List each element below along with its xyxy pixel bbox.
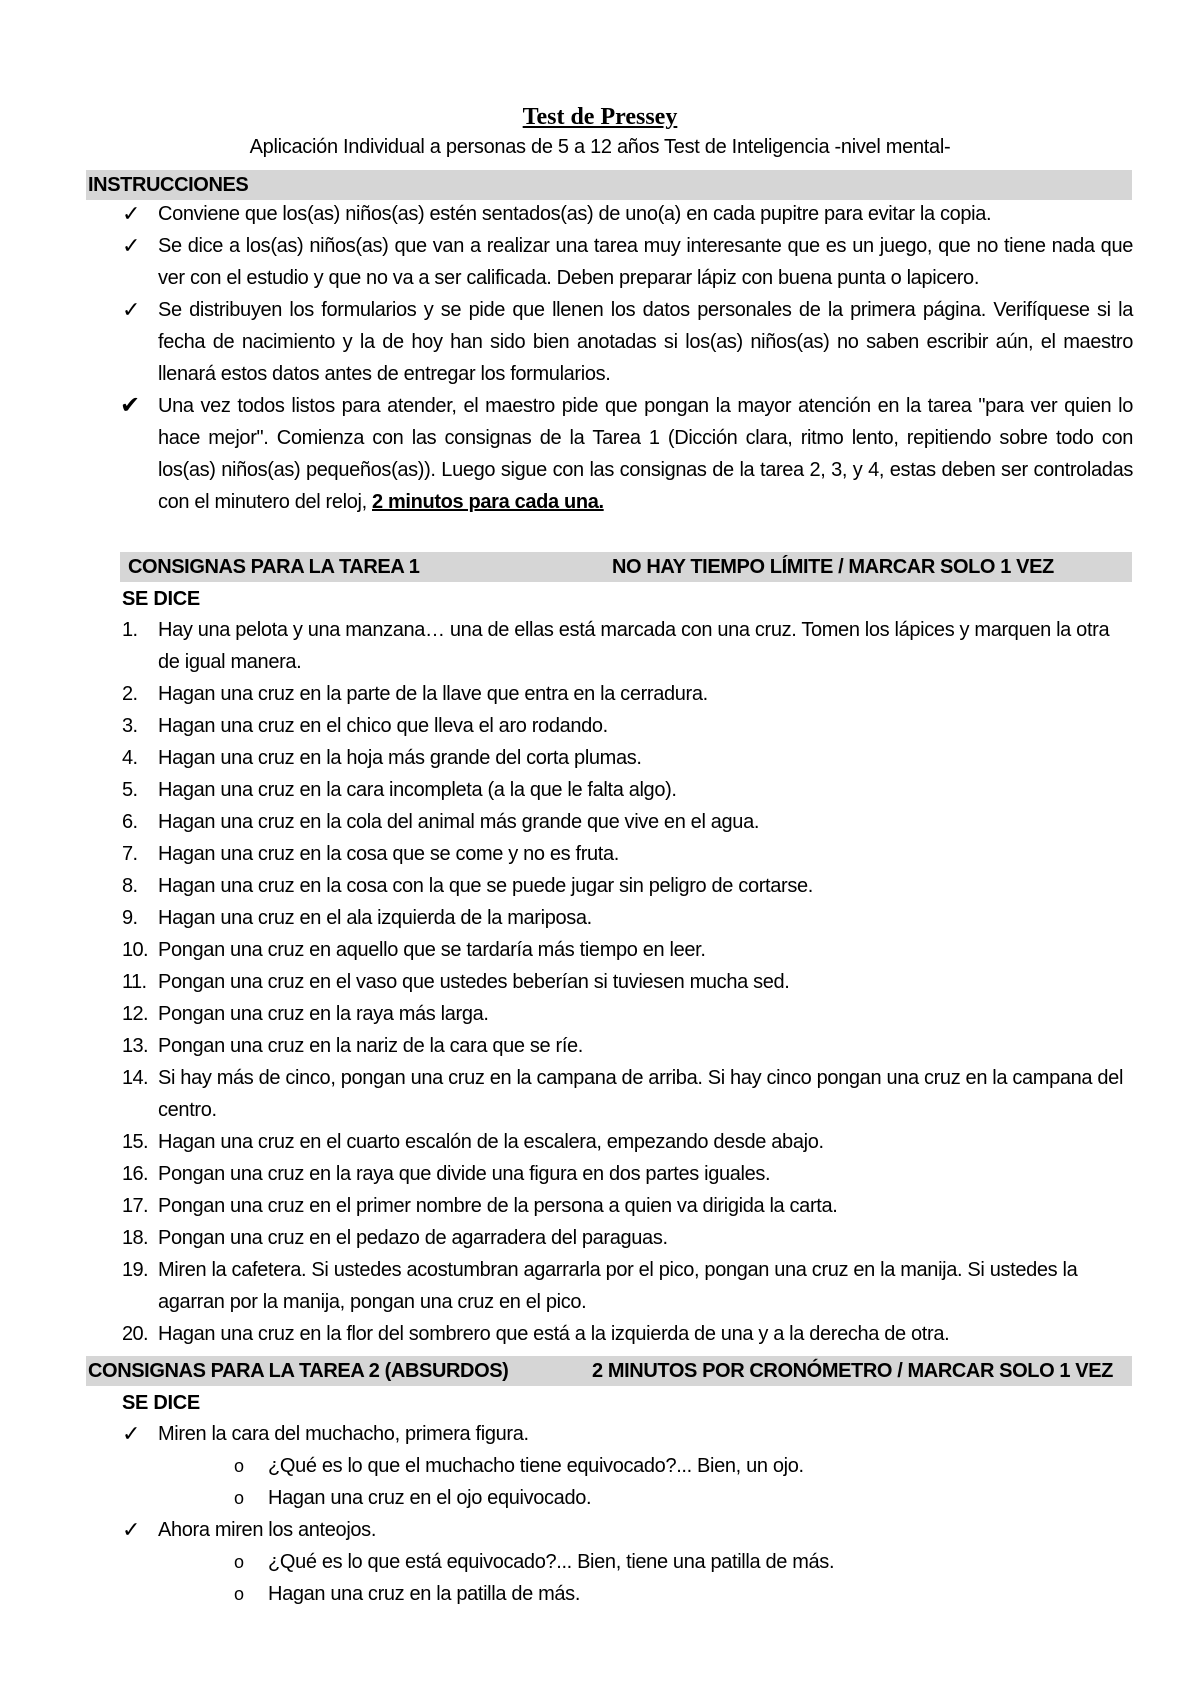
list-item: Hagan una cruz en la flor del sombrero que está a la izquierda de una y a la derecha de otra. xyxy=(158,1323,950,1345)
task1-se-dice: SE DICE xyxy=(122,588,200,610)
list-item: Si hay más de cinco, pongan una cruz en la campana de arriba. Si hay cinco pongan una cruz en la campana del centro. xyxy=(158,1067,1124,1121)
list-item-number: 8. xyxy=(122,875,138,897)
list-item-number: 4. xyxy=(122,747,138,769)
list-item: Pongan una cruz en la raya que divide una figura en dos partes iguales. xyxy=(158,1163,771,1185)
instruction-item-3: Se distribuyen los formularios y se pide que llenen los datos personales de la primera página. Verifíquese si la fecha de nacimiento y la de hoy han sido bien anotadas si los(as) niños(as) no saben escribir aún, el maestro llenará estos datos antes de entregar los formularios. xyxy=(158,299,1133,385)
instructions-heading: INSTRUCCIONES xyxy=(88,174,249,196)
checkmark-icon: ✓ xyxy=(122,201,141,226)
circle-bullet-icon: o xyxy=(234,1552,245,1572)
task2-se-dice: SE DICE xyxy=(122,1392,200,1414)
task1-heading-right: NO HAY TIEMPO LÍMITE / MARCAR SOLO 1 VEZ xyxy=(612,556,1054,578)
task1-heading-left: CONSIGNAS PARA LA TAREA 1 xyxy=(128,556,420,578)
list-item: Pongan una cruz en la raya más larga. xyxy=(158,1003,489,1025)
checkmark-icon: ✓ xyxy=(122,297,141,322)
list-item-number: 2. xyxy=(122,683,138,705)
task2-item-2-sub-1: ¿Qué es lo que está equivocado?... Bien, tiene una patilla de más. xyxy=(268,1551,835,1573)
checkmark-icon: ✓ xyxy=(122,1517,141,1542)
list-item-number: 11. xyxy=(122,971,147,993)
document-title: Test de Pressey xyxy=(522,104,678,130)
list-item-number: 12. xyxy=(122,1003,149,1025)
list-item: Hay una pelota y una manzana… una de ellas está marcada con una cruz. Tomen los lápices y marquen la otra de igual manera. xyxy=(158,619,1110,673)
list-item: Hagan una cruz en el cuarto escalón de la escalera, empezando desde abajo. xyxy=(158,1131,824,1153)
list-item: Hagan una cruz en la cosa que se come y no es fruta. xyxy=(158,843,619,865)
list-item-number: 9. xyxy=(122,907,138,929)
task2-heading-right: 2 MINUTOS POR CRONÓMETRO / MARCAR SOLO 1 VEZ xyxy=(592,1360,1113,1382)
list-item-number: 18. xyxy=(122,1227,149,1249)
list-item: Hagan una cruz en la cosa con la que se puede jugar sin peligro de cortarse. xyxy=(158,875,813,897)
list-item: Pongan una cruz en el pedazo de agarradera del paraguas. xyxy=(158,1227,668,1249)
circle-bullet-icon: o xyxy=(234,1456,245,1476)
instruction-item-4-text: Una vez todos listos para atender, el maestro pide que pongan la mayor atención en la tarea "para ver quien lo hace mejor". Comienza con las consignas de la Tarea 1 (Dicción clara, ritmo lento, repitiendo sobre todo con los(as) niños(as) pequeños(as)). Luego sigue con las consignas de la tarea 2, 3, y 4, estas deben ser controladas con el minutero del reloj, xyxy=(158,395,1133,513)
heavy-checkmark-icon: ✔ xyxy=(120,392,141,419)
instruction-item-2: Se dice a los(as) niños(as) que van a realizar una tarea muy interesante que es un juego, que no tiene nada que ver con el estudio y que no va a ser calificada. Deben preparar lápiz con buena punta o lapicero. xyxy=(158,235,1133,289)
list-item: Pongan una cruz en la nariz de la cara que se ríe. xyxy=(158,1035,584,1057)
list-item: Pongan una cruz en el vaso que ustedes beberían si tuviesen mucha sed. xyxy=(158,971,790,993)
list-item-number: 16. xyxy=(122,1163,149,1185)
circle-bullet-icon: o xyxy=(234,1584,245,1604)
list-item: Hagan una cruz en el chico que lleva el aro rodando. xyxy=(158,715,608,737)
list-item-number: 6. xyxy=(122,811,138,833)
list-item-number: 7. xyxy=(122,843,138,865)
list-item-number: 19. xyxy=(122,1259,149,1281)
list-item-number: 14. xyxy=(122,1067,149,1089)
list-item-number: 15. xyxy=(122,1131,149,1153)
task2-item-1-sub-1: ¿Qué es lo que el muchacho tiene equivocado?... Bien, un ojo. xyxy=(268,1455,804,1477)
instructions-heading-bar xyxy=(86,170,1132,200)
list-item-number: 1. xyxy=(122,619,138,641)
list-item-number: 5. xyxy=(122,779,138,801)
checkmark-icon: ✓ xyxy=(122,1421,141,1446)
list-item: Miren la cafetera. Si ustedes acostumbran agarrarla por el pico, pongan una cruz en la manija. Si ustedes la agarran por la manija, pongan una cruz en el pico. xyxy=(158,1259,1078,1313)
list-item: Hagan una cruz en la hoja más grande del corta plumas. xyxy=(158,747,642,769)
task2-item-1-sub-2: Hagan una cruz en el ojo equivocado. xyxy=(268,1487,592,1509)
list-item: Hagan una cruz en la cola del animal más grande que vive en el agua. xyxy=(158,811,760,833)
task2-item-2-sub-2: Hagan una cruz en la patilla de más. xyxy=(268,1583,581,1605)
task1-heading-bar xyxy=(120,552,1132,582)
list-item: Hagan una cruz en el ala izquierda de la mariposa. xyxy=(158,907,592,929)
task2-item-2: Ahora miren los anteojos. xyxy=(158,1519,377,1541)
list-item-number: 10. xyxy=(122,939,149,961)
checkmark-icon: ✓ xyxy=(122,233,141,258)
task2-heading-left: CONSIGNAS PARA LA TAREA 2 (ABSURDOS) xyxy=(88,1360,509,1382)
instruction-item-4 xyxy=(158,390,1133,518)
task2-item-1: Miren la cara del muchacho, primera figura. xyxy=(158,1423,529,1445)
circle-bullet-icon: o xyxy=(234,1488,245,1508)
list-item: Pongan una cruz en aquello que se tardaría más tiempo en leer. xyxy=(158,939,706,961)
list-item-number: 13. xyxy=(122,1035,149,1057)
list-item-number: 20. xyxy=(122,1323,149,1345)
list-item: Hagan una cruz en la cara incompleta (a la que le falta algo). xyxy=(158,779,677,801)
list-item: Pongan una cruz en el primer nombre de la persona a quien va dirigida la carta. xyxy=(158,1195,838,1217)
list-item: Hagan una cruz en la parte de la llave que entra en la cerradura. xyxy=(158,683,708,705)
list-item-number: 3. xyxy=(122,715,138,737)
instruction-item-1: Conviene que los(as) niños(as) estén sentados(as) de uno(a) en cada pupitre para evitar la copia. xyxy=(158,203,992,225)
instruction-emphasis: 2 minutos para cada una. xyxy=(372,491,604,513)
document-subtitle: Aplicación Individual a personas de 5 a 12 años Test de Inteligencia -nivel mental- xyxy=(249,136,951,158)
list-item-number: 17. xyxy=(122,1195,149,1217)
task2-heading-bar xyxy=(86,1356,1132,1386)
